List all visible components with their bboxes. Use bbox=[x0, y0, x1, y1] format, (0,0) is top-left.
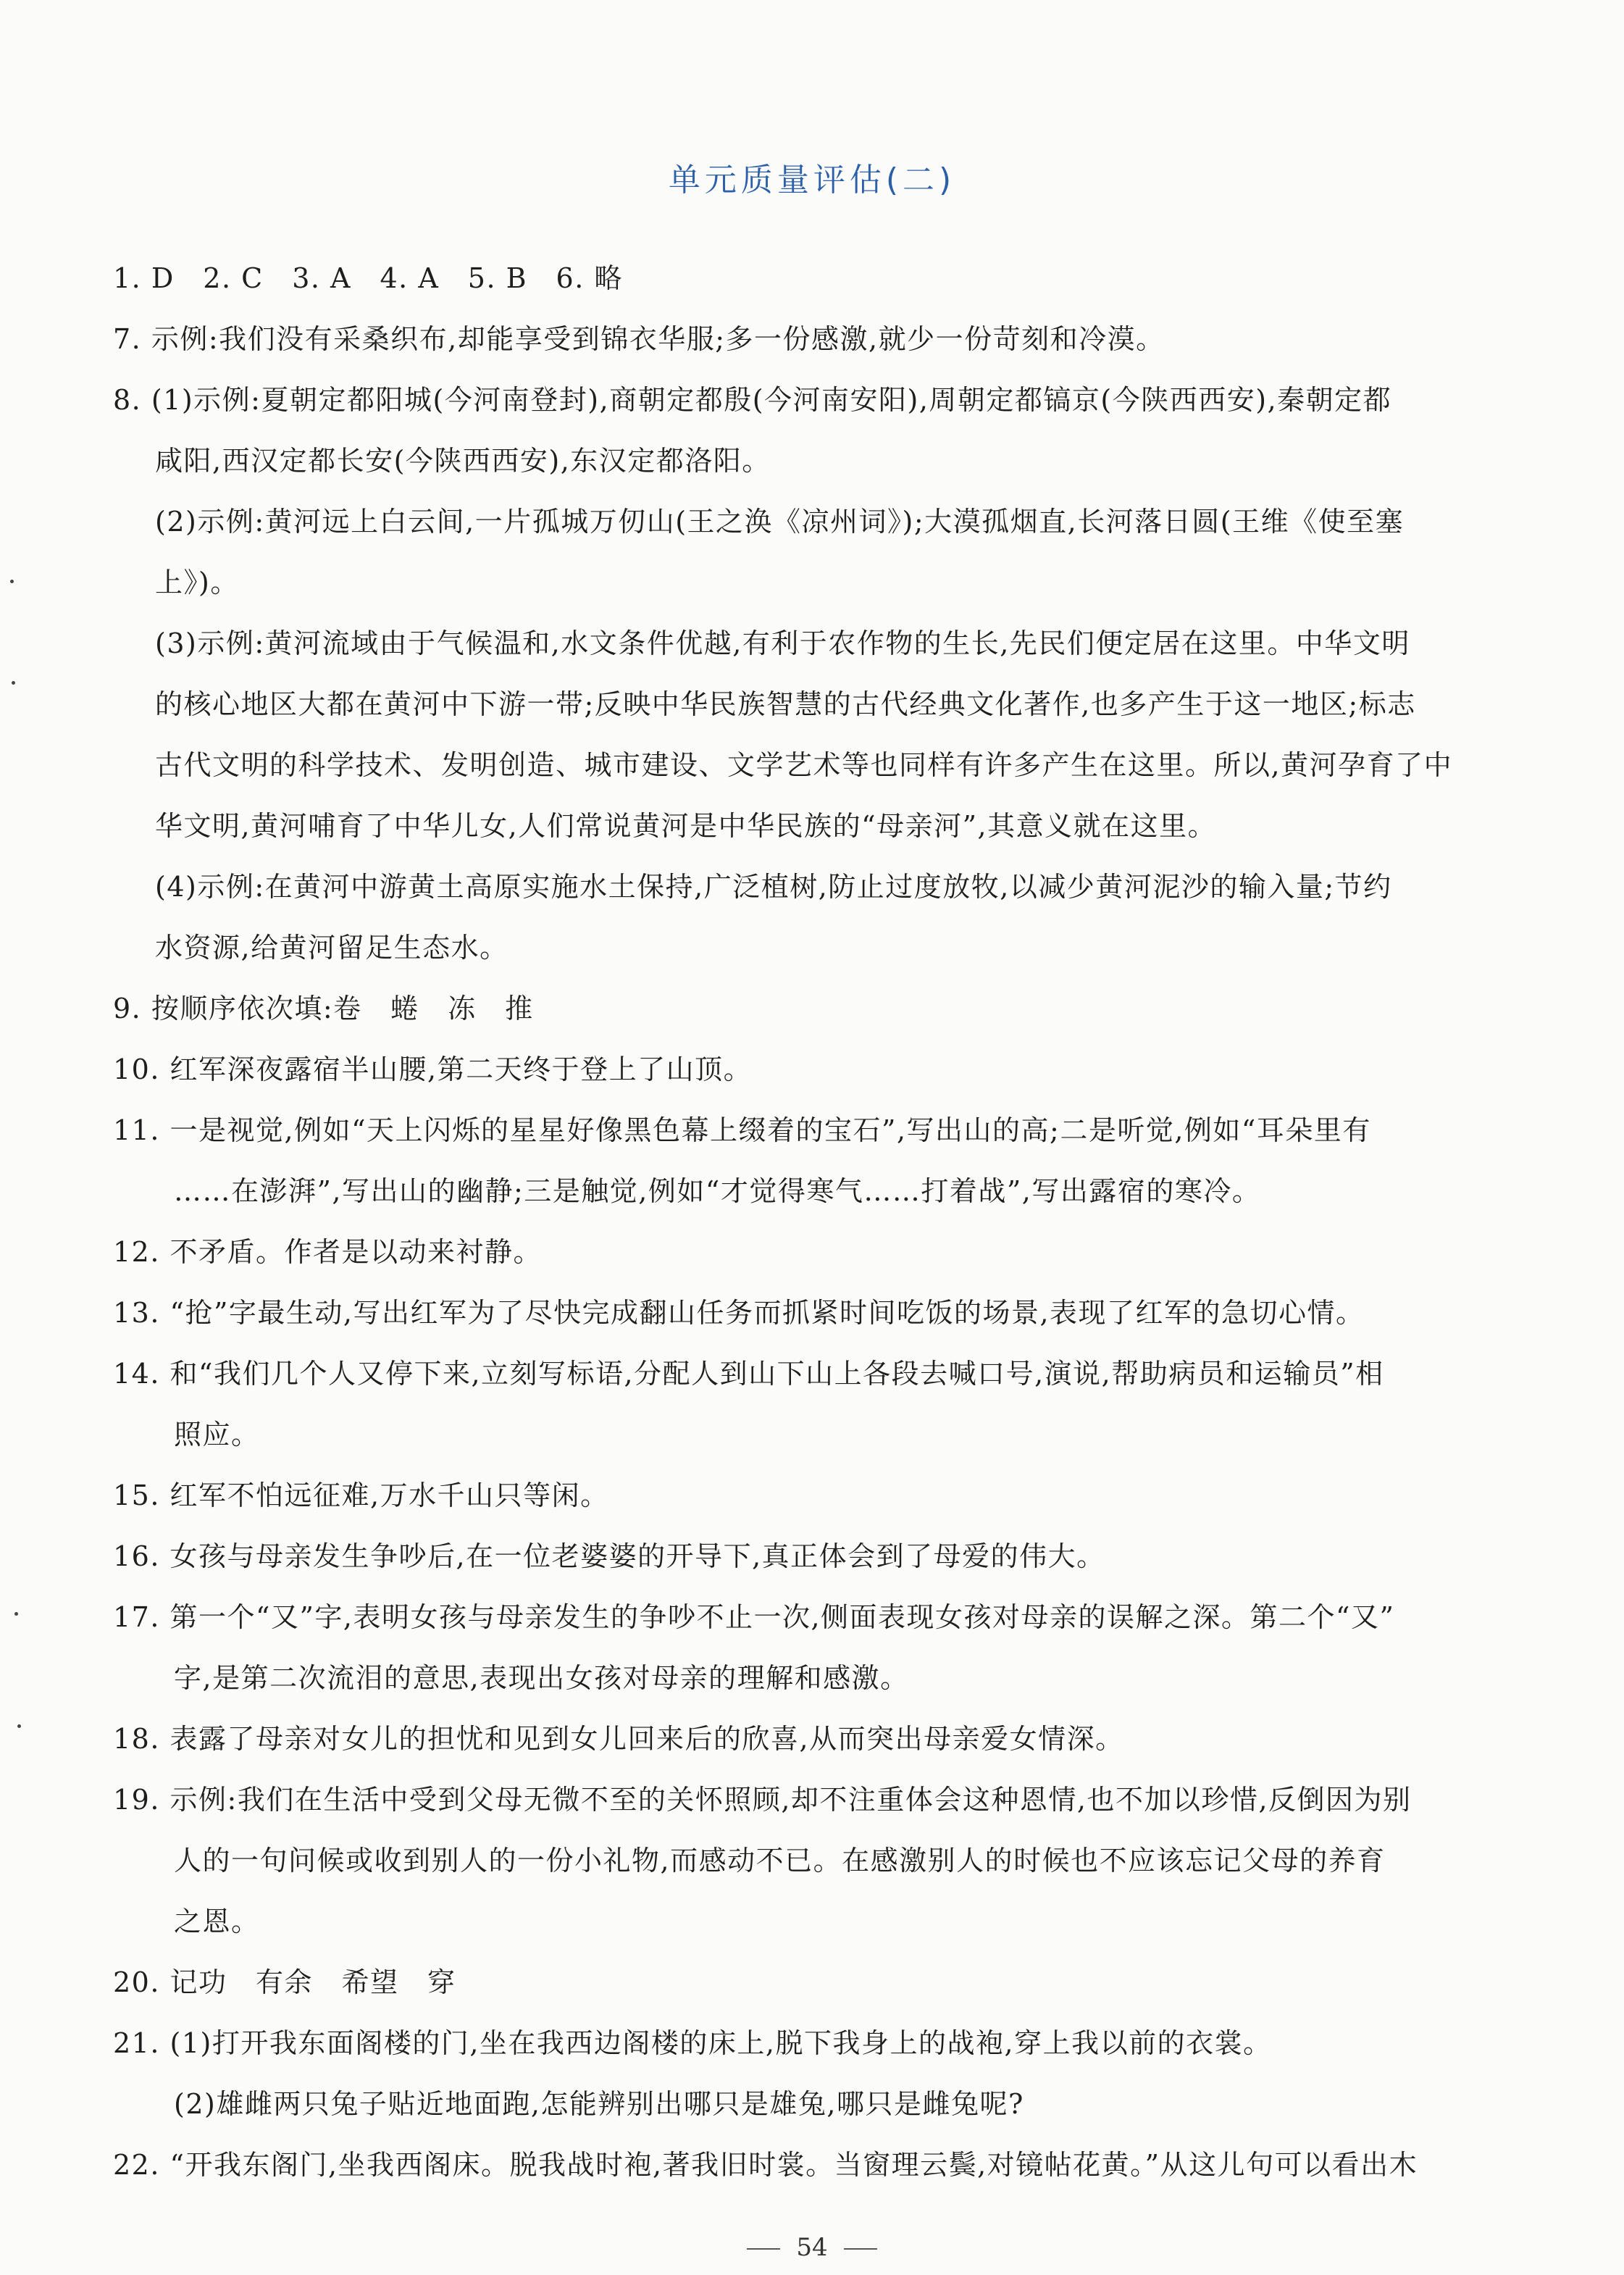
answer-line: 21. (1)打开我东面阁楼的门,坐在我西边阁楼的床上,脱下我身上的战袍,穿上我以前的衣裳。 bbox=[113, 2027, 1272, 2059]
answer-line: 18. 表露了母亲对女儿的担忧和见到女儿回来后的欣喜,从而突出母亲爱女情深。 bbox=[113, 1723, 1124, 1755]
footer-dash-right bbox=[844, 2248, 877, 2250]
answer-line: 9. 按顺序依次填:卷 蜷 冻 推 bbox=[113, 993, 534, 1024]
scan-speck bbox=[10, 580, 14, 583]
footer-dash-left bbox=[747, 2248, 780, 2250]
answer-line: (2)示例:黄河远上白云间,一片孤城万仞山(王之涣《凉州词》);大漠孤烟直,长河落日圆(王维《使至塞 bbox=[155, 506, 1405, 538]
answer-line: 人的一句问候或收到别人的一份小礼物,而感动不已。在感激别人的时候也不应该忘记父母的养育 bbox=[174, 1845, 1386, 1877]
answer-list bbox=[113, 248, 1521, 2195]
answer-line: (3)示例:黄河流域由于气候温和,水文条件优越,有利于农作物的生长,先民们便定居在这里。中华文明 bbox=[155, 627, 1410, 659]
page-footer bbox=[0, 2233, 1624, 2262]
scan-speck bbox=[12, 681, 15, 685]
answer-line: 8. (1)示例:夏朝定都阳城(今河南登封),商朝定都殷(今河南安阳),周朝定都镐京(今陕西西安),秦朝定都 bbox=[113, 384, 1392, 416]
answer-line: 13. “抢”字最生动,写出红军为了尽快完成翻山任务而抓紧时间吃饭的场景,表现了红军的急切心情。 bbox=[113, 1297, 1365, 1329]
answer-line: 水资源,给黄河留足生态水。 bbox=[155, 932, 508, 964]
answer-line: 咸阳,西汉定都长安(今陕西西安),东汉定都洛阳。 bbox=[155, 445, 771, 477]
answer-line: (2)雄雌两只兔子贴近地面跑,怎能辨别出哪只是雄兔,哪只是雌兔呢? bbox=[174, 2088, 1024, 2120]
answer-line: ……在澎湃”,写出山的幽静;三是触觉,例如“才觉得寒气……打着战”,写出露宿的寒冷。 bbox=[174, 1175, 1261, 1207]
answer-line: 之恩。 bbox=[174, 1905, 260, 1937]
answer-line: 字,是第二次流泪的意思,表现出女孩对母亲的理解和感激。 bbox=[174, 1662, 909, 1694]
answer-line: (4)示例:在黄河中游黄土高原实施水土保持,广泛植树,防止过度放牧,以减少黄河泥沙的输入量;节约 bbox=[155, 871, 1392, 903]
answer-line: 20. 记功 有余 希望 穿 bbox=[113, 1966, 456, 1998]
answer-line: 的核心地区大都在黄河中下游一带;反映中华民族智慧的古代经典文化著作,也多产生于这一地区;标志 bbox=[155, 688, 1416, 720]
page-number: 54 bbox=[796, 2233, 828, 2262]
answer-line: 1. D 2. C 3. A 4. A 5. B 6. 略 bbox=[113, 262, 623, 294]
answer-line: 上》)。 bbox=[155, 567, 239, 598]
answer-line: 15. 红军不怕远征难,万水千山只等闲。 bbox=[113, 1479, 609, 1511]
answer-line: 19. 示例:我们在生活中受到父母无微不至的关怀照顾,却不注重体会这种恩情,也不加以珍惜,反倒因为别 bbox=[113, 1784, 1412, 1816]
answer-line: 22. “开我东阁门,坐我西阁床。脱我战时袍,著我旧时裳。当窗理云鬓,对镜帖花黄。”从这儿句可以看出木 bbox=[113, 2149, 1418, 2181]
scan-speck bbox=[14, 1612, 18, 1616]
page-title: 单元质量评估(二) bbox=[668, 162, 956, 199]
answer-line: 照应。 bbox=[174, 1419, 260, 1450]
answer-line: 古代文明的科学技术、发明创造、城市建设、文学艺术等也同样有许多产生在这里。所以,黄河孕育了中 bbox=[155, 749, 1453, 781]
answer-line: 7. 示例:我们没有采桑织布,却能享受到锦衣华服;多一份感激,就少一份苛刻和冷漠。 bbox=[113, 323, 1165, 355]
answer-line: 12. 不矛盾。作者是以动来衬静。 bbox=[113, 1236, 543, 1268]
answer-line: 16. 女孩与母亲发生争吵后,在一位老婆婆的开导下,真正体会到了母爱的伟大。 bbox=[113, 1540, 1105, 1572]
answer-line: 17. 第一个“又”字,表明女孩与母亲发生的争吵不止一次,侧面表现女孩对母亲的误解之深。第二个“又” bbox=[113, 1601, 1395, 1633]
answer-line: 11. 一是视觉,例如“天上闪烁的星星好像黑色幕上缀着的宝石”,写出山的高;二是听觉,例如“耳朵里有 bbox=[113, 1114, 1371, 1146]
answer-line: 华文明,黄河哺育了中华儿女,人们常说黄河是中华民族的“母亲河”,其意义就在这里。 bbox=[155, 810, 1217, 842]
answer-line: 10. 红军深夜露宿半山腰,第二天终于登上了山顶。 bbox=[113, 1053, 753, 1085]
answer-line: 14. 和“我们几个人又停下来,立刻写标语,分配人到山下山上各段去喊口号,演说,帮助病员和运输员”相 bbox=[113, 1358, 1384, 1390]
scan-speck bbox=[17, 1724, 21, 1728]
